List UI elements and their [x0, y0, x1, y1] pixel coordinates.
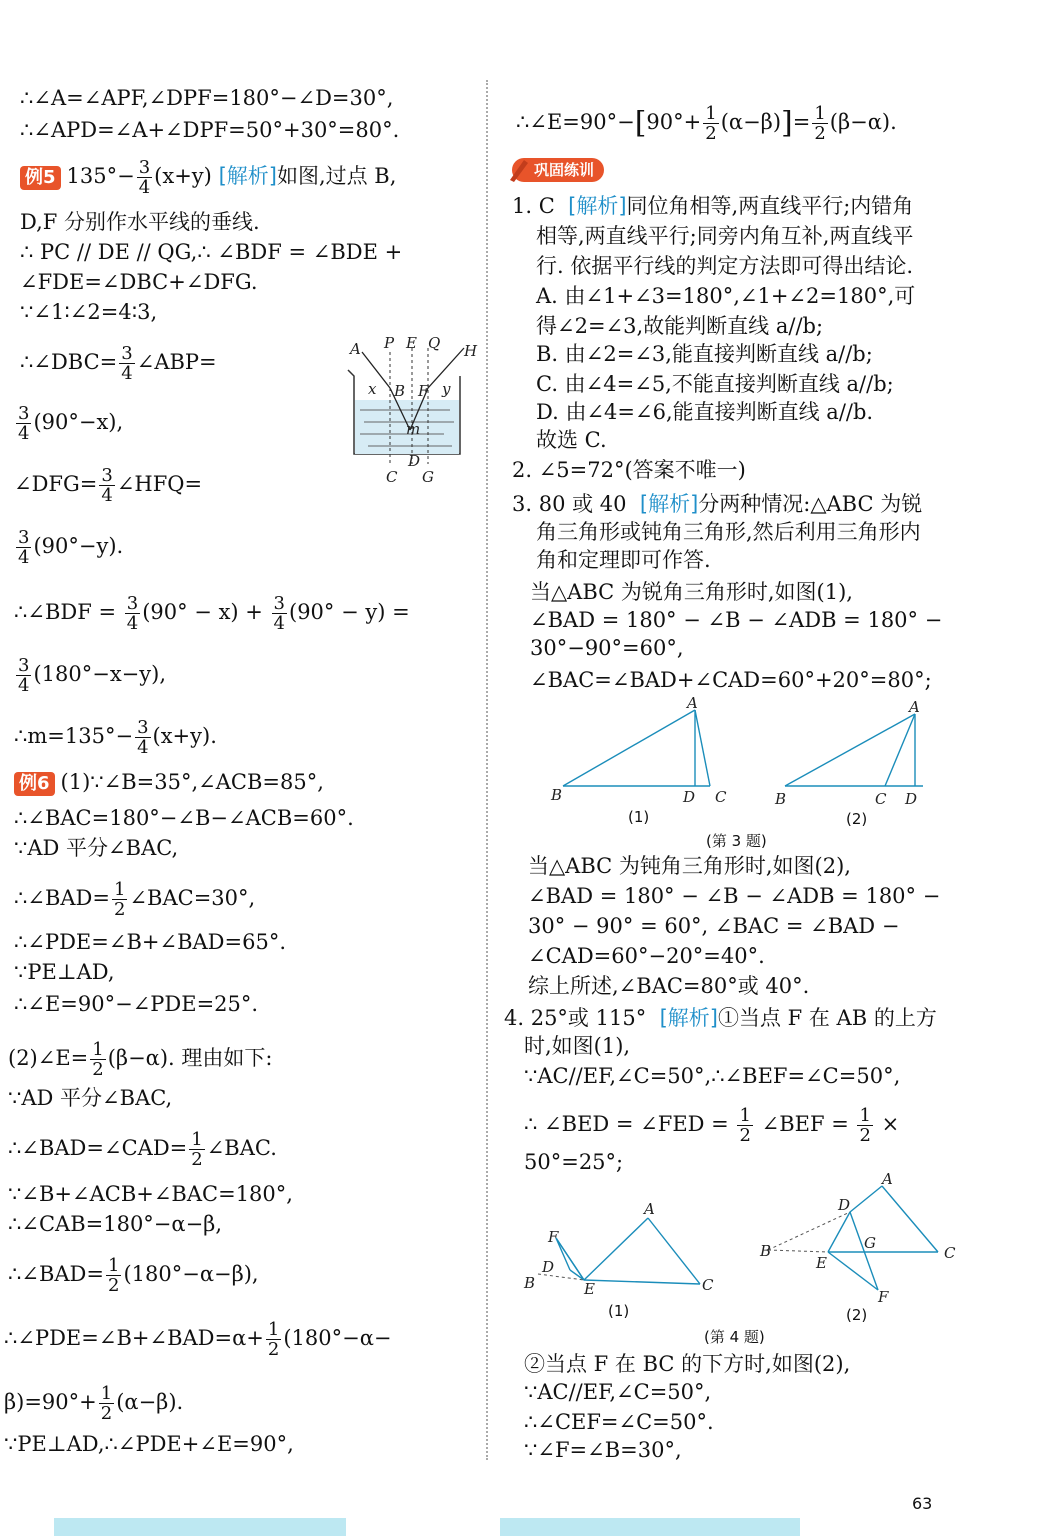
fig3-label-c2: C — [875, 790, 887, 808]
text: (α−β) — [720, 110, 782, 134]
fig4-caption-1: (1) — [608, 1302, 630, 1320]
text-line: 30° − 90° = 60°, ∠BAC = ∠BAD − — [528, 914, 900, 938]
fraction: $\frac{3}{4}$ — [18, 655, 30, 696]
fig3-label-c1: C — [715, 788, 727, 806]
fig3-title: (第 3 题) — [706, 832, 767, 850]
fig3-label-d1: D — [683, 788, 696, 806]
label-f: F — [418, 382, 429, 400]
text: ∠DFG= — [14, 472, 98, 496]
text-line: ∵∠F=∠B=30°, — [524, 1438, 682, 1462]
fraction: $\frac{1}{2}$ — [705, 103, 717, 144]
text-line: ∴∠APD=∠A+∠DPF=50°+30°=80°. — [20, 118, 400, 142]
text-line: D. 由∠4=∠6,能直接判断直线 a//b. — [536, 400, 874, 424]
text-line — [8, 1256, 259, 1295]
text: ∴∠BDF = — [14, 600, 123, 624]
text-line: 得∠2=∠3,故能判断直线 a//b; — [536, 314, 824, 338]
analysis-label: [解析] — [218, 164, 277, 188]
fraction: $\frac{1}{2}$ — [814, 103, 826, 144]
text: (β−α). 理由如下: — [107, 1046, 273, 1070]
example-5-line — [20, 158, 396, 197]
text: ①当点 F 在 AB 的上方 — [717, 1006, 937, 1030]
text: (90°−x), — [33, 410, 124, 434]
footer-bar-right — [500, 1518, 800, 1536]
text-line: ∠BAC=∠BAD+∠CAD=60°+20°=80°; — [530, 668, 932, 692]
text-line: 30°−90°=60°, — [530, 636, 684, 660]
text: ∴∠BAD= — [8, 1262, 104, 1286]
text: ∴∠PDE=∠B+∠BAD=α+ — [4, 1326, 264, 1350]
text-line: ∵PE⊥AD,∴∠PDE+∠E=90°, — [4, 1432, 294, 1456]
text-line: ②当点 F 在 BC 的下方时,如图(2), — [524, 1352, 851, 1376]
text-line: ∴∠PDE=∠B+∠BAD=65°. — [14, 930, 286, 954]
triangle-1 — [563, 710, 710, 786]
label-y: y — [442, 380, 451, 398]
label-m: m — [406, 420, 421, 438]
example-5-figure — [340, 330, 490, 490]
fraction: $\frac{1}{2}$ — [267, 1319, 280, 1360]
text-line — [14, 594, 410, 633]
text-line — [4, 1320, 391, 1359]
text-line — [516, 104, 897, 143]
fig4-label-d1: D — [542, 1258, 555, 1276]
fraction: $\frac{1}{2}$ — [92, 1039, 104, 1080]
text-line: ∵AD 平分∠BAC, — [8, 1086, 173, 1110]
text: (90° − y) = — [289, 600, 410, 624]
fig4-label-d2: D — [838, 1196, 851, 1214]
text: (x+y). — [152, 724, 217, 748]
text-line: 当△ABC 为锐角三角形时,如图(1), — [530, 580, 853, 604]
text: ∴∠E=90°− — [516, 110, 635, 134]
text-line: 角三角形或钝角三角形,然后利用三角形内 — [536, 520, 921, 544]
text: 90°+ — [646, 110, 702, 134]
text-line: ∴∠A=∠APF,∠DPF=180°−∠D=30°, — [20, 86, 394, 110]
fig4-caption-2: (2) — [846, 1306, 868, 1324]
text-line: ∴∠BAC=180°−∠B−∠ACB=60°. — [14, 806, 354, 830]
text: (1)∵∠B=35°,∠ACB=85°, — [60, 770, 324, 794]
text: (180°−x−y), — [33, 662, 166, 686]
text-line: ∴∠CAB=180°−α−β, — [8, 1212, 222, 1236]
text-line — [14, 718, 217, 757]
text: ∠ABP= — [136, 350, 217, 374]
fig3-label-d2: D — [905, 790, 918, 808]
text: 135°− — [66, 164, 135, 188]
fraction: $\frac{1}{2}$ — [100, 1383, 113, 1424]
text: ∴∠BAD= — [14, 886, 110, 910]
text: ∴∠DBC= — [20, 350, 118, 374]
fraction: $\frac{1}{2}$ — [108, 1255, 120, 1296]
text: 1. C — [512, 194, 555, 218]
text: (90°−y). — [33, 534, 124, 558]
text-line: 50°=25°; — [524, 1150, 624, 1174]
text-line: 故选 C. — [536, 428, 607, 452]
text-line — [504, 1004, 937, 1032]
example-6-line — [14, 768, 324, 796]
fraction: $\frac{1}{2}$ — [191, 1129, 203, 1170]
label-q: Q — [428, 334, 441, 352]
text-line — [14, 528, 123, 567]
text-line: ∵AC//EF,∠C=50°,∴∠BEF=∠C=50°, — [524, 1064, 901, 1088]
text-line — [14, 656, 166, 695]
fraction: $\frac{1}{2}$ — [114, 879, 126, 920]
text: ∴∠BAD=∠CAD= — [8, 1136, 188, 1160]
fig4-title: (第 4 题) — [704, 1328, 765, 1346]
label-e: E — [406, 334, 417, 352]
text: 4. 25°或 115° — [504, 1006, 647, 1030]
text-line: ∵∠1∶∠2=4∶3, — [20, 300, 158, 324]
fraction: $\frac{3}{4}$ — [126, 593, 139, 634]
text-line: C. 由∠4=∠5,不能直接判断直线 a//b; — [536, 372, 894, 396]
fig3-label-b2: B — [775, 790, 787, 808]
text-line — [512, 490, 922, 518]
label-d: D — [408, 452, 421, 470]
fig4-label-a2: A — [882, 1170, 893, 1188]
text-line: ∴ PC // DE // QG,∴ ∠BDF = ∠BDE + — [20, 240, 403, 264]
figure-4-1 — [556, 1218, 700, 1284]
label-a: A — [350, 340, 361, 358]
label-p: P — [384, 334, 395, 352]
fraction: $\frac{3}{4}$ — [137, 717, 149, 758]
dashed-line — [768, 1212, 850, 1250]
footer-bar-left — [54, 1518, 346, 1536]
text-line: ∠BAD = 180° − ∠B − ∠ADB = 180° − — [528, 884, 941, 908]
text-line: ∴∠CEF=∠C=50°. — [524, 1410, 714, 1434]
text: (180°−α−β), — [123, 1262, 259, 1286]
text-line: ∵AD 平分∠BAC, — [14, 836, 179, 860]
text-line: ∠BAD = 180° − ∠B − ∠ADB = 180° − — [530, 608, 943, 632]
fig4-label-g2: G — [864, 1234, 876, 1252]
pencil-icon — [508, 156, 530, 184]
text-line — [14, 466, 202, 505]
text-line: 行. 依据平行线的判定方法即可得出结论. — [536, 254, 914, 278]
fraction: $\frac{3}{4}$ — [101, 465, 113, 506]
fraction: $\frac{3}{4}$ — [138, 157, 151, 198]
text-line: 角和定理即可作答. — [536, 548, 711, 572]
text: 如图,过点 B, — [276, 164, 397, 188]
consolidation-banner: 巩固练训 — [512, 158, 604, 182]
label-h: H — [464, 342, 478, 360]
fraction: $\frac{1}{2}$ — [739, 1105, 751, 1146]
text-line: ∴∠E=90°−∠PDE=25°. — [14, 992, 259, 1016]
column-divider — [486, 80, 488, 1460]
analysis-label: [解析] — [639, 492, 699, 516]
label-b: B — [394, 382, 406, 400]
text: ∠HFQ= — [116, 472, 203, 496]
text: × — [874, 1112, 900, 1136]
example-6-tag: 例6 — [14, 772, 55, 796]
text-line: 综上所述,∠BAC=80°或 40°. — [528, 974, 810, 998]
dashed-line — [768, 1250, 828, 1252]
text: (180°−α− — [283, 1326, 392, 1350]
text-line — [14, 880, 255, 919]
text-line: ∵∠B+∠ACB+∠BAC=180°, — [8, 1182, 293, 1206]
text-line — [4, 1384, 183, 1423]
text: β)=90°+ — [4, 1390, 97, 1414]
text-line: A. 由∠1+∠3=180°,∠1+∠2=180°,可 — [536, 284, 916, 308]
text: (2)∠E= — [8, 1046, 89, 1070]
fig4-label-c1: C — [702, 1276, 714, 1294]
fig4-label-f1: F — [548, 1228, 559, 1246]
fig4-label-b2: B — [760, 1242, 772, 1260]
fraction: $\frac{3}{4}$ — [18, 403, 30, 444]
fraction: $\frac{3}{4}$ — [121, 343, 133, 384]
text: ∠BEF = — [754, 1112, 856, 1136]
fig4-label-e2: E — [816, 1254, 827, 1272]
analysis-label: [解析] — [659, 1006, 718, 1030]
fig3-label-a2: A — [909, 698, 920, 716]
right-bracket: ] — [781, 105, 793, 141]
text-line: 当△ABC 为钝角三角形时,如图(2), — [528, 854, 851, 878]
text-line: D,F 分别作水平线的垂线. — [20, 210, 260, 234]
text-line — [512, 192, 913, 220]
text: ∴ ∠BED = ∠FED = — [524, 1112, 736, 1136]
triangle-2 — [785, 714, 923, 786]
analysis-label: [解析] — [568, 194, 627, 218]
fig3-caption-1: (1) — [628, 808, 650, 826]
left-bracket: [ — [634, 105, 647, 141]
text: 分两种情况:△ABC 为锐 — [698, 492, 923, 516]
text-line: ∵AC//EF,∠C=50°, — [524, 1380, 712, 1404]
page-number: 63 — [912, 1494, 933, 1513]
text-line: 相等,两直线平行;同旁内角互补,两直线平 — [536, 224, 914, 248]
label-c: C — [386, 468, 398, 486]
fig4-label-b1: B — [524, 1274, 536, 1292]
label-x: x — [368, 380, 377, 398]
text-line: 时,如图(1), — [524, 1034, 631, 1058]
example-5-tag: 例5 — [20, 166, 61, 190]
text-line: B. 由∠2=∠3,能直接判断直线 a//b; — [536, 342, 873, 366]
text: (β−α). — [829, 110, 897, 134]
text: ∴m=135°− — [14, 724, 134, 748]
fig4-label-f2: F — [878, 1288, 889, 1306]
text: ∠BAC=30°, — [129, 886, 256, 910]
fraction: $\frac{1}{2}$ — [859, 1105, 871, 1146]
text-line — [524, 1106, 899, 1145]
text: 3. 80 或 40 — [512, 492, 627, 516]
text-line — [14, 404, 123, 443]
question-3-figure — [545, 694, 965, 828]
fig3-label-a1: A — [687, 694, 698, 712]
fig4-label-e1: E — [584, 1280, 595, 1298]
fraction: $\frac{3}{4}$ — [18, 527, 30, 568]
text: (α−β). — [116, 1390, 184, 1414]
fraction: $\frac{3}{4}$ — [273, 593, 285, 634]
text: = — [792, 110, 811, 134]
label-g: G — [422, 468, 434, 486]
text-line — [20, 344, 217, 383]
text-line — [8, 1040, 272, 1079]
fig3-caption-2: (2) — [846, 810, 868, 828]
text: (90° − x) + — [142, 600, 270, 624]
text: ∠BAC. — [206, 1136, 277, 1160]
text: 同位角相等,两直线平行;内错角 — [626, 194, 914, 218]
text-line: ∠FDE=∠DBC+∠DFG. — [20, 270, 258, 294]
text-line — [8, 1130, 277, 1169]
fig3-label-b1: B — [551, 786, 563, 804]
fig4-label-c2: C — [944, 1244, 956, 1262]
fig4-label-a1: A — [644, 1200, 655, 1218]
text-line: ∠CAD=60°−20°=40°. — [528, 944, 765, 968]
question-4-figure — [520, 1170, 960, 1320]
text-line: 2. ∠5=72°(答案不唯一) — [512, 458, 746, 482]
text-line: ∵PE⊥AD, — [14, 960, 115, 984]
text: (x+y) — [154, 164, 212, 188]
